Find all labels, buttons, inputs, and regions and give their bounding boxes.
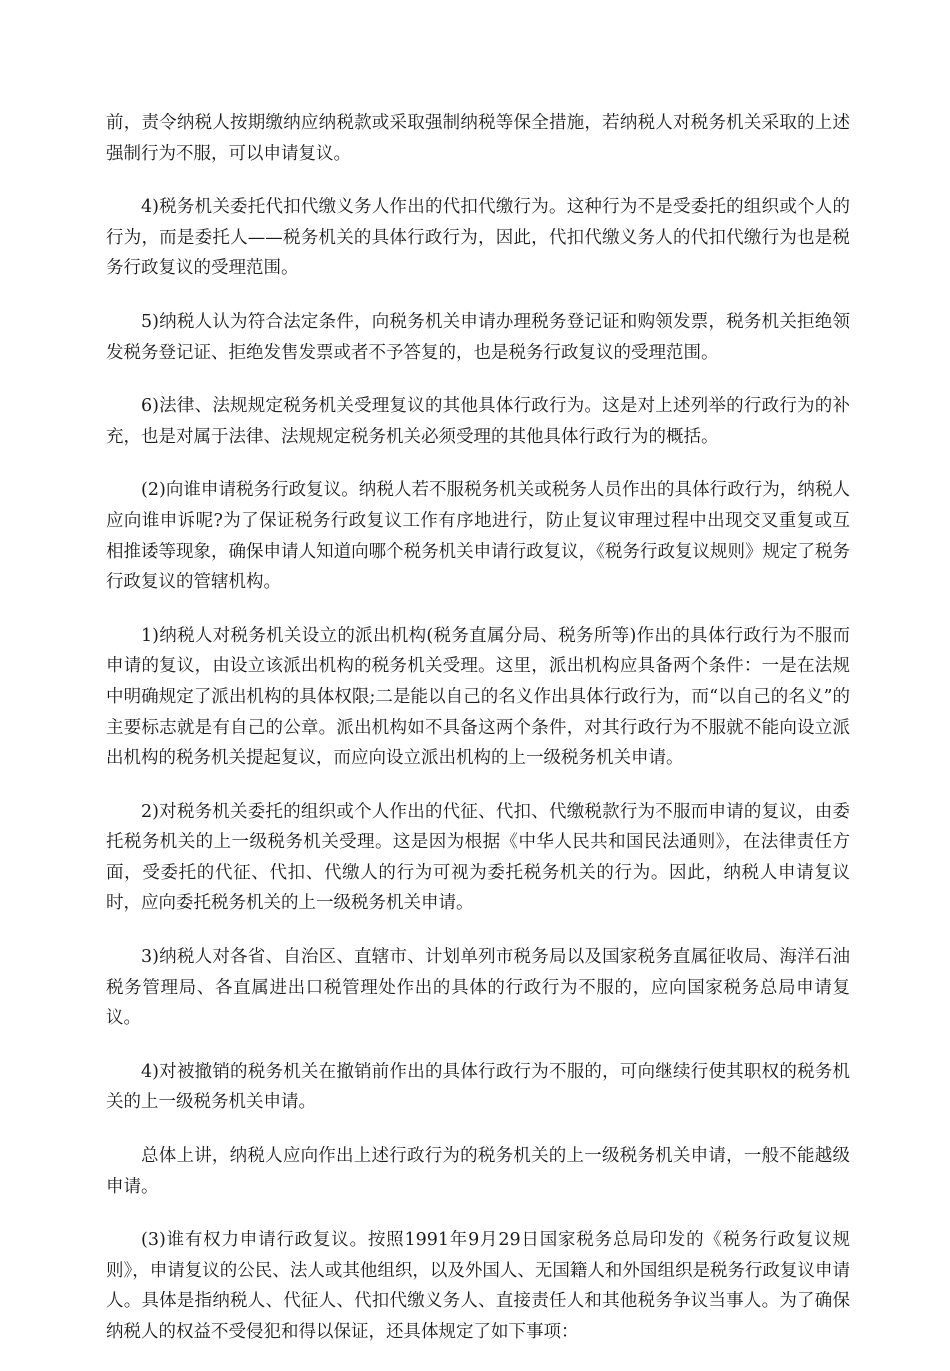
paragraph-item-3-provincial: 3)纳税人对各省、自治区、直辖市、计划单列市税务局以及国家税务直属征收局、海洋石油税务管理局、各直属进出口税管理处作出的具体的行政行为不服的，应向国家税务总局申请复议。 <box>106 947 850 1029</box>
paragraph-item-5-registration: 5)纳税人认为符合法定条件，向税务机关申请办理税务登记证和购领发票，税务机关拒绝领发税务登记证、拒绝发售发票或者不予答复的，也是税务行政复议的受理范围。 <box>106 311 850 363</box>
paragraph-item-2-entrusted: 2)对税务机关委托的组织或个人作出的代征、代扣、代缴税款行为不服而申请的复议，由委托税务机关的上一级税务机关受理。这是因为根据《中华人民共和国民法通则》，在法律责任方面，受委托的代征、代扣、代缴人的行为可视为委托税务机关的行为。因此，纳税人申请复议时，应向委托税务机关的上一级税务机关申请。 <box>106 801 850 914</box>
paragraph-item-6-other-acts: 6)法律、法规规定税务机关受理复议的其他具体行政行为。这是对上述列举的行政行为的补充，也是对属于法律、法规规定税务机关必须受理的其他具体行政行为的概括。 <box>106 396 850 447</box>
paragraph-item-1-dispatched-agency: 1)纳税人对税务机关设立的派出机构(税务直属分局、税务所等)作出的具体行政行为不服而申请的复议，由设立该派出机构的税务机关受理。这里，派出机构应具备两个条件：一是在法规中明确规定了派出机构的具体权限;二是能以自己的名义作出具体行政行为，而“以自己的名义”的主要标志就是有自己的公章。派出机构如不具备这两个条件，对其行政行为不服就不能向设立派出机构的税务机关提起复议，而应向设立派出机构的上一级税务机关申请。 <box>106 625 850 769</box>
paragraph-continuation: 前，责令纳税人按期缴纳应纳税款或采取强制纳税等保全措施，若纳税人对税务机关采取的上述强制行为不服，可以申请复议。 <box>106 113 850 164</box>
paragraph-item-4-withholding: 4)税务机关委托代扣代缴义务人作出的代扣代缴行为。这种行为不是受委托的组织或个人的行为，而是委托人——税务机关的具体行政行为，因此，代扣代缴义务人的代扣代缴行为也是税务行政复议的受理范围。 <box>106 197 850 279</box>
paragraph-section-2-whom-to-apply: (2)向谁申请税务行政复议。纳税人若不服税务机关或税务人员作出的具体行政行为，纳税人应向谁申诉呢?为了保证税务行政复议工作有序地进行，防止复议审理过程中出现交叉重复或互相推诿等现象，确保申请人知道向哪个税务机关申请行政复议，《税务行政复议规则》规定了税务行政复议的管辖机构。 <box>106 480 850 593</box>
paragraph-section-3-who-may-apply: (3)谁有权力申请行政复议。按照1991年9月29日国家税务总局印发的《税务行政复议规则》，申请复议的公民、法人或其他组织，以及外国人、无国籍人和外国组织是税务行政复议申请人。具体是指纳税人、代征人、代扣代缴义务人、直接责任人和其他税务争议当事人。为了确保纳税人的权益不受侵犯和得以保证，还具体规定了如下事项： <box>106 1230 850 1342</box>
document-body <box>106 108 850 1371</box>
paragraph-summary: 总体上讲，纳税人应向作出上述行政行为的税务机关的上一级税务机关申请，一般不能越级申请。 <box>106 1146 850 1197</box>
paragraph-item-4-revoked: 4)对被撤销的税务机关在撤销前作出的具体行政行为不服的，可向继续行使其职权的税务机关的上一级税务机关申请。 <box>106 1061 850 1113</box>
